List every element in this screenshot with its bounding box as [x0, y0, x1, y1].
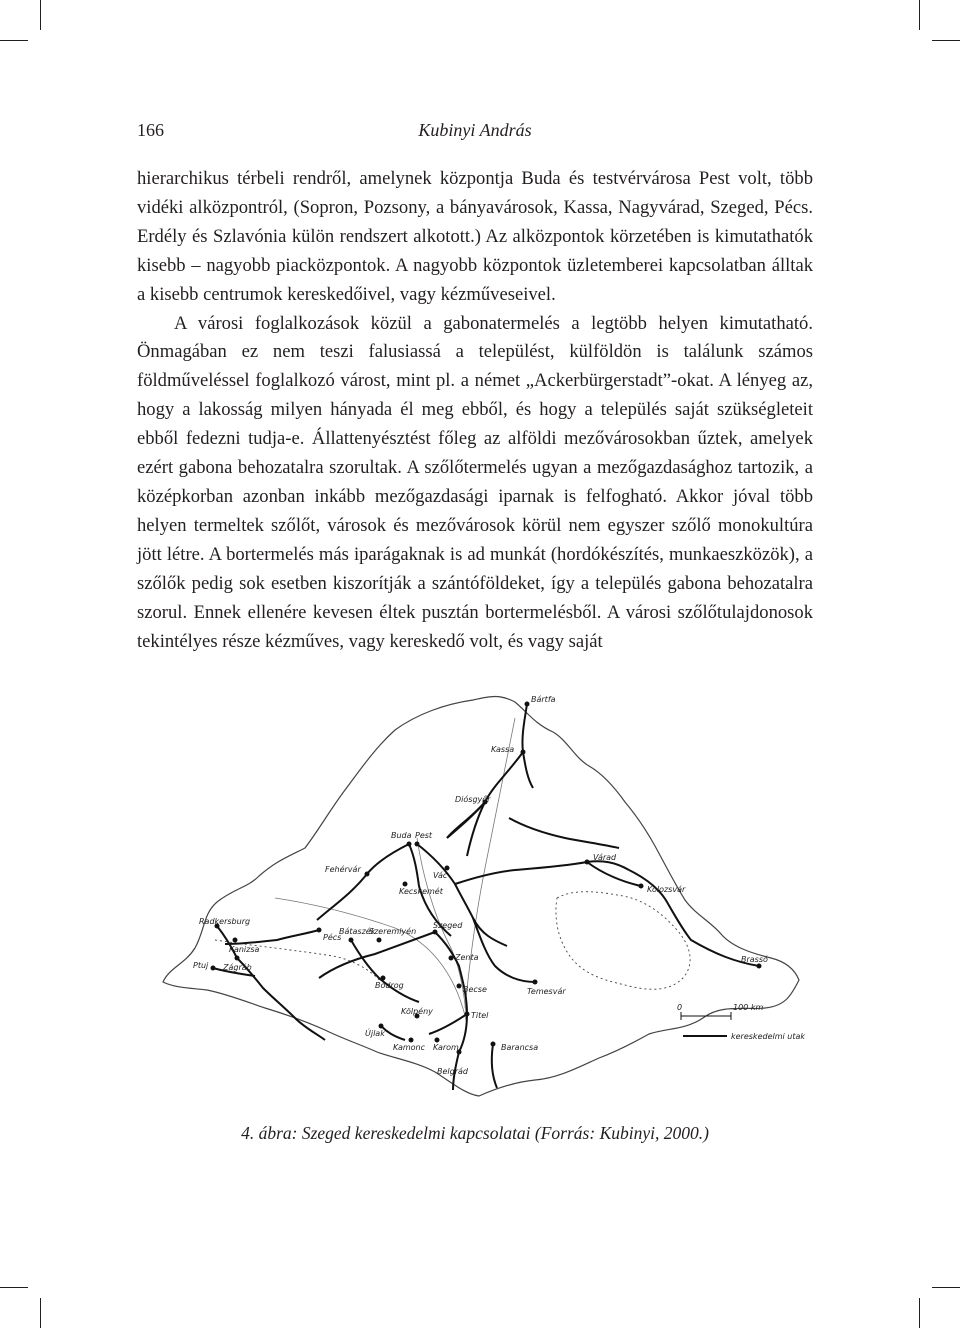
- trade-route: [587, 862, 641, 886]
- page-header: [137, 117, 813, 143]
- town-label: Kölpény: [401, 1007, 433, 1016]
- town-dot: [585, 860, 590, 865]
- crop-mark: [932, 1287, 960, 1288]
- town-label: Temesvár: [527, 987, 566, 996]
- town-dot: [403, 882, 408, 887]
- town-label: Radkersburg: [199, 917, 251, 926]
- town-dot: [235, 956, 240, 961]
- town-dot: [465, 1012, 470, 1017]
- town-dot: [349, 938, 354, 943]
- town-dot: [377, 938, 382, 943]
- trade-route: [225, 930, 319, 944]
- town-dot: [525, 702, 530, 707]
- town-label: Szeged: [433, 921, 463, 930]
- town-dot: [533, 980, 538, 985]
- crop-mark: [0, 40, 28, 41]
- scale-label: 100 km: [733, 1003, 764, 1012]
- town-label: Diósgyőr: [455, 795, 491, 804]
- crop-mark: [40, 0, 41, 30]
- town-label: Kecskemét: [399, 887, 443, 896]
- trade-route: [509, 818, 619, 848]
- town-dot: [317, 928, 322, 933]
- town-dot: [233, 938, 238, 943]
- town-label: Várad: [593, 853, 617, 862]
- trade-route: [467, 752, 523, 856]
- town-label: Bátaszék: [339, 927, 376, 936]
- paragraph: hierarchikus térbeli rendről, amelynek központja Buda és testvérvárosa Pest volt, több vidéki alközpontról, (Sopron, Pozsony, a bányavárosok, Kassa, Nagyvárad, Szeged, Pécs. Erdély és Szlavónia külön rendszert alkotott.) Az alközpontok körzetében is kimutathatók kisebb – nagyobb piacközpontok. A nagyobb központok üzletemberei kapcsolatban álltak a kisebb centrumok kereskedőivel, vagy kézműveseivel.: [137, 168, 813, 305]
- town-dot: [757, 964, 762, 969]
- crop-mark: [932, 40, 960, 41]
- town-label: Fehérvár: [325, 865, 361, 874]
- town-label: Titel: [471, 1011, 489, 1020]
- scale-zero-label: 0: [677, 1003, 683, 1012]
- town-label: Kamonc: [393, 1043, 426, 1052]
- town-label: Zenta: [455, 953, 479, 962]
- town-dot: [365, 872, 370, 877]
- figure-caption: 4. ábra: Szeged kereskedelmi kapcsolatai (Forrás: Kubinyi, 2000.): [241, 1123, 709, 1143]
- town-label: Ptuj: [193, 961, 209, 970]
- town-dot: [445, 866, 450, 871]
- town-dot: [491, 1042, 496, 1047]
- town-label: Barancsa: [501, 1043, 539, 1052]
- town-dot: [415, 842, 420, 847]
- town-dot: [435, 1038, 440, 1043]
- trade-route: [429, 1014, 467, 1034]
- town-dot: [407, 842, 412, 847]
- river: [465, 718, 515, 1008]
- crop-mark: [0, 1287, 28, 1288]
- town-label: Belgrád: [437, 1067, 468, 1076]
- town-label: Kolozsvár: [647, 885, 686, 894]
- river: [275, 898, 467, 1024]
- town-dot: [211, 966, 216, 971]
- town-label: Karom: [433, 1043, 459, 1052]
- town-label: Becse: [463, 985, 487, 994]
- trade-route: [317, 844, 409, 920]
- page-number: 166: [137, 120, 164, 140]
- crop-mark: [40, 1298, 41, 1328]
- town-dot: [379, 1024, 384, 1029]
- town-label: Újlak: [365, 1029, 385, 1038]
- trade-route: [473, 918, 535, 982]
- body-text: [137, 165, 813, 656]
- town-label: Vác: [433, 871, 448, 880]
- town-label: Kanizsa: [229, 945, 260, 954]
- town-dot: [449, 956, 454, 961]
- town-label: Kassa: [491, 745, 515, 754]
- town-label: Pécs: [323, 933, 342, 942]
- town-dot: [409, 1038, 414, 1043]
- town-label: Buda: [391, 831, 412, 840]
- map-svg: [155, 678, 805, 1103]
- town-dot: [457, 984, 462, 989]
- town-dot: [639, 884, 644, 889]
- town-label: Bártfa: [531, 695, 556, 704]
- town-label: Bodrog: [375, 981, 404, 990]
- crop-mark: [919, 0, 920, 30]
- town-dot: [381, 976, 386, 981]
- town-label: Szeremlyén: [369, 927, 417, 936]
- trade-routes-map: [155, 678, 805, 1103]
- route-legend-label: kereskedelmi utak: [731, 1032, 805, 1041]
- town-dot: [521, 750, 526, 755]
- paragraph: A városi foglalkozások közül a gabonatermelés a legtöbb helyen kimutatható. Önmagában ez nem teszi falusiassá a települést, külföldön is találunk számos földműveléssel foglalkozó várost, mint pl. a német „Ackerbürgerstadt”-okat. A lényeg az, hogy a lakosság milyen hányada él meg ebből, és hogy a település saját szükségleteit ebből fedezni tudja-e. Állattenyésztést főleg az alföldi mezővárosokban űztek, amelyek ezért gabona behozatalra szorultak. A szőlőtermelés ugyan a mezőgazdasághoz tartozik, a középkorban azonban inkább mezőgazdasági iparnak is felfogható. Akkor jóval több helyen termeltek szőlőt, városok és mezővárosok körül nem egyszer szőlő monokultúra jött létre. A bortermelés más iparágaknak is ad munkát (hordókészítés, munkaeszközök), a szőlők pedig sok esetben kiszorítják a szántóföldeket, így a település gabona behozatalra szorul. Ennek ellenére kevesen éltek pusztán bortermelésből. A városi szőlőtulajdonosok tekintélyes része kézműves, vagy kereskedő volt, és vagy saját: [137, 312, 813, 652]
- town-label: Pest: [415, 831, 433, 840]
- trade-route: [447, 802, 485, 838]
- running-head: Kubinyi András: [418, 120, 532, 140]
- town-label: Brassó: [741, 955, 768, 964]
- town-label: Zágráb: [223, 963, 252, 972]
- crop-mark: [919, 1298, 920, 1328]
- town-dot: [433, 930, 438, 935]
- trade-route: [492, 1044, 497, 1088]
